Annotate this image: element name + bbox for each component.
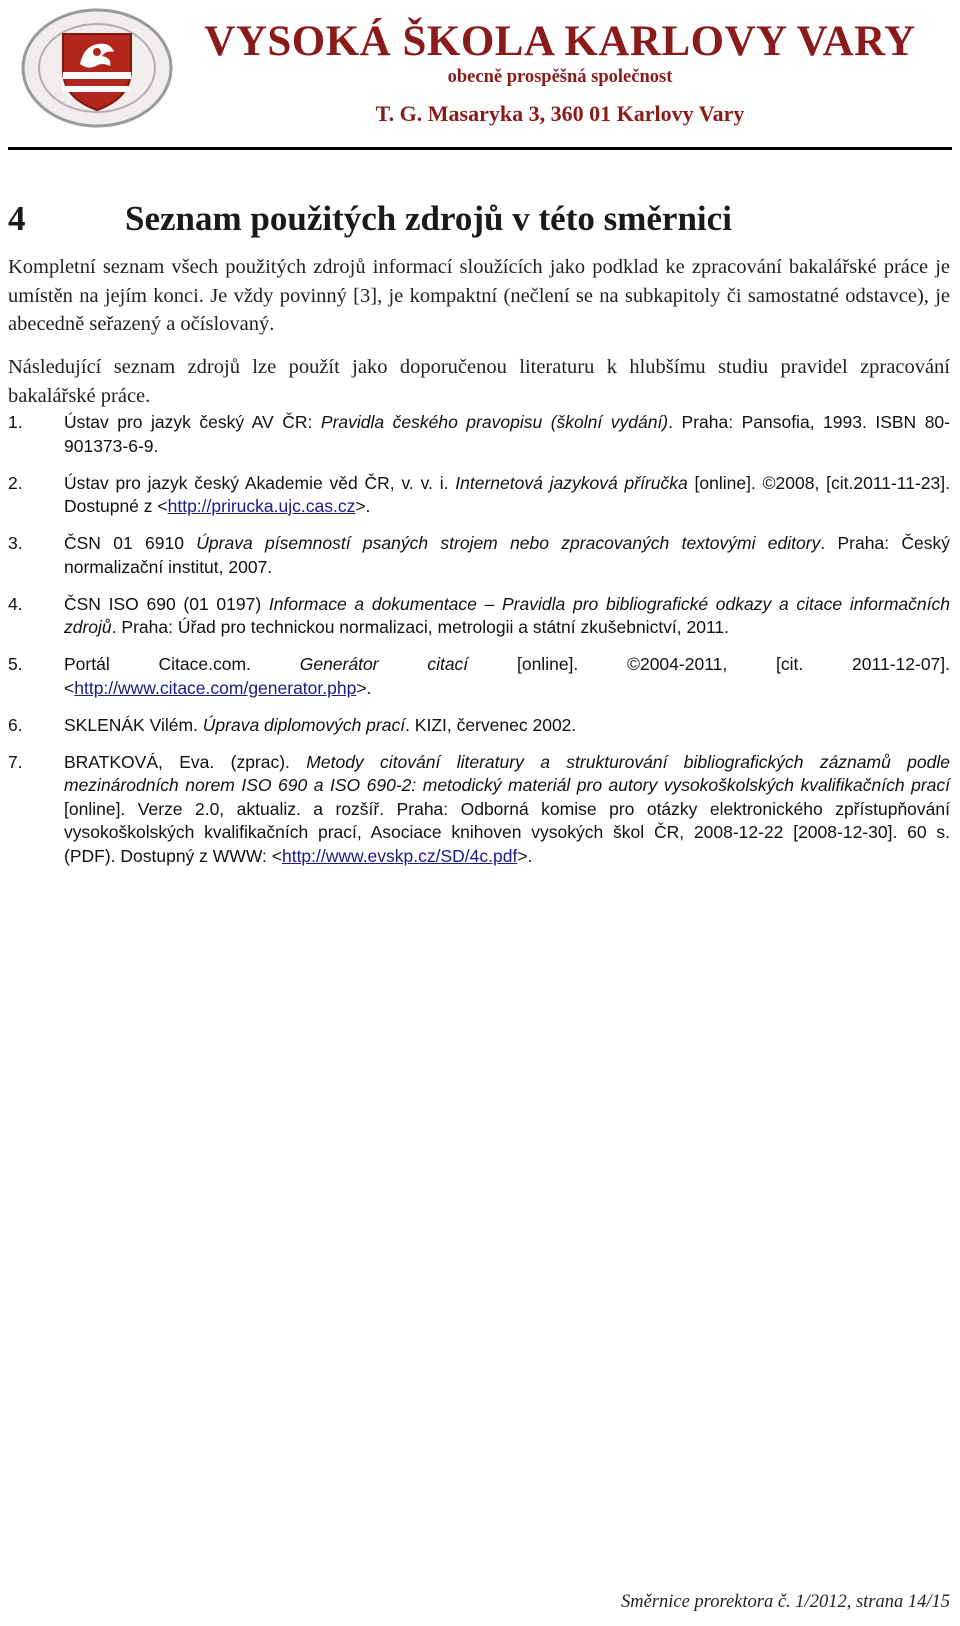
section-number: 4 — [8, 199, 26, 238]
reference-text — [64, 593, 950, 640]
reference-text — [64, 751, 950, 869]
school-logo — [18, 6, 176, 130]
reference-number: 6. — [8, 714, 23, 735]
reference-author: ČSN 01 6910 — [64, 533, 197, 553]
reference-title: Metody citování literatury a strukturování bibliografických záznamů podle mezinárodních norem ISO 690 a ISO 690-2: metodický materiál pro autory vysokoškolských kvalifikačních prací — [64, 751, 951, 795]
reference-author: SKLENÁK Vilém. — [64, 714, 203, 735]
reference-title: Úprava písemností psaných strojem nebo zpracovaných textovými editory — [196, 533, 821, 553]
page-footer: Směrnice prorektora č. 1/2012, strana 14/15 — [620, 1592, 950, 1612]
header-divider — [8, 147, 952, 150]
reference-item — [8, 472, 950, 519]
school-address: T. G. Masaryka 3, 360 01 Karlovy Vary — [375, 101, 745, 126]
reference-text — [64, 411, 950, 458]
reference-item — [8, 411, 950, 458]
reference-author: Portál Citace.com. — [64, 654, 300, 674]
section-title: Seznam použitých zdrojů v této směrnici — [125, 199, 732, 238]
reference-link[interactable]: http://www.evskp.cz/SD/4c.pdf — [281, 845, 518, 866]
reference-text — [64, 532, 950, 579]
reference-title: Úprava diplomových prací — [202, 714, 406, 735]
reference-item — [8, 593, 950, 640]
reference-link[interactable]: http://prirucka.ujc.cas.cz — [167, 496, 356, 516]
reference-link-close: >. — [517, 845, 533, 866]
reference-author: Ústav pro jazyk český Akademie věd ČR, v. v. i. — [64, 472, 456, 493]
reference-number: 4. — [8, 593, 23, 614]
reference-details: . Praha: Český normalizační institut, 2007. — [64, 533, 950, 577]
reference-number: 5. — [8, 654, 23, 674]
reference-author: BRATKOVÁ, Eva. (zprac). — [64, 751, 307, 772]
reference-details: [online]. ©2008, [cit.2011-11-23]. Dostupné z < — [64, 472, 950, 516]
reference-title: Internetová jazyková příručka — [455, 472, 688, 493]
section-heading — [8, 196, 732, 242]
reference-details: . Praha: Pansofia, 1993. ISBN 80-901373-6-9. — [64, 412, 950, 456]
lion-crest-seal-icon — [18, 6, 176, 130]
reference-details: . KIZI, červenec 2002. — [405, 714, 577, 735]
school-type: obecně prospěšná společnost — [447, 67, 673, 87]
paragraph-intro: Kompletní seznam všech použitých zdrojů informací sloužících jako podklad ke zpracování bakalářské práce je umístěn na jejím konci. Je vždy povinný [3], je kompaktní (nečlení se na subkapitoly či samostatné odstavce), je abecedně seřazený a očíslovaný. — [8, 256, 950, 335]
reference-item — [8, 532, 950, 579]
reference-link-close: >. — [356, 677, 372, 698]
reference-link[interactable]: http://www.citace.com/generator.php — [74, 677, 357, 698]
school-name: VYSOKÁ ŠKOLA KARLOVY VARY — [204, 18, 916, 65]
reference-item — [8, 751, 950, 869]
reference-list — [8, 411, 950, 882]
reference-text — [64, 653, 950, 700]
reference-item — [8, 714, 950, 738]
reference-details: . Praha: Úřad pro technickou normalizaci, metrologii a státní zkušebnictví, 2011. — [111, 617, 730, 637]
reference-author: Ústav pro jazyk český AV ČR: — [64, 412, 321, 432]
paragraph-recommended: Následující seznam zdrojů lze použít jako doporučenou literaturu k hlubšímu studiu pravidel zpracování bakalářské práce. — [8, 356, 950, 407]
reference-number: 7. — [8, 751, 23, 772]
reference-number: 1. — [8, 412, 23, 432]
reference-author: ČSN ISO 690 (01 0197) — [64, 593, 269, 614]
reference-text — [64, 714, 950, 738]
reference-title: Informace a dokumentace – Pravidla pro bibliografické odkazy a citace informačních zdrojů — [64, 593, 950, 637]
reference-link-close: >. — [355, 496, 371, 516]
reference-item — [8, 653, 950, 700]
reference-title: Pravidla českého pravopisu (školní vydání) — [320, 412, 669, 432]
reference-number: 2. — [8, 472, 23, 493]
reference-number: 3. — [8, 533, 23, 553]
reference-text — [64, 472, 950, 519]
reference-details: [online]. ©2004-2011, [cit. 2011-12-07]. < — [64, 654, 951, 698]
reference-details: [online]. Verze 2.0, aktualiz. a rozšíř. Praha: Odborná komise pro otázky elektronického zpřístupňování vysokoškolských kvalifikačních prací, Asociace knihoven vysokých škol ČR, 2008-12-22 [2008-12-30]. 60 s. (PDF). Dostupný z WWW: < — [64, 798, 950, 866]
reference-title: Generátor citací — [299, 654, 469, 674]
